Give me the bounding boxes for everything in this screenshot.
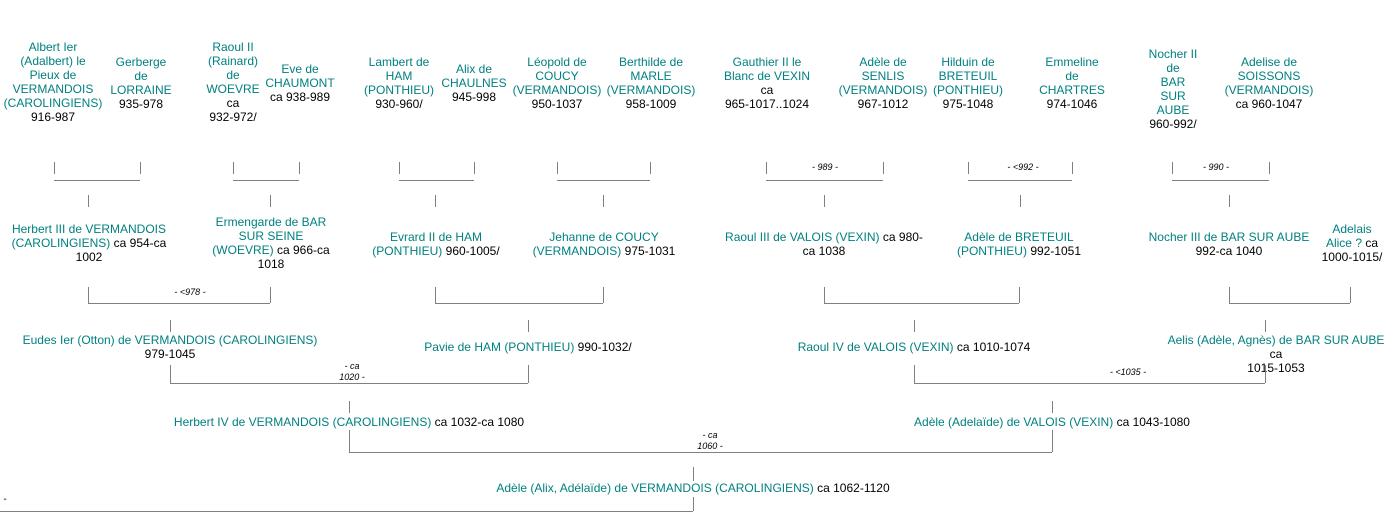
person-dates: 945-998 bbox=[451, 90, 497, 104]
connector-tick bbox=[270, 287, 271, 303]
person-name[interactable]: Emmeline bbox=[1045, 55, 1099, 69]
connector-tick bbox=[1350, 287, 1351, 303]
person-name[interactable]: CHAULNES bbox=[441, 76, 507, 90]
person-name[interactable]: HAM bbox=[385, 69, 413, 83]
connector-tick bbox=[88, 287, 89, 303]
person-adelais[interactable] bbox=[1314, 222, 1390, 264]
person-dates: ca 980- bbox=[882, 230, 923, 244]
union-line bbox=[824, 303, 1019, 304]
person-nocher-iii[interactable] bbox=[1140, 230, 1318, 258]
person-dates: 965-1017..1024 bbox=[724, 97, 810, 111]
person-name[interactable]: Aelis (Adèle, Agnès) de BAR SUR AUBE bbox=[1167, 333, 1385, 347]
person-dates: ca bbox=[1365, 236, 1379, 250]
person-raoul-iii[interactable] bbox=[722, 230, 926, 258]
person-name[interactable]: de bbox=[134, 69, 148, 83]
person-name[interactable]: WOEVRE bbox=[206, 82, 260, 96]
person-name[interactable]: LORRAINE bbox=[110, 83, 172, 97]
union-line bbox=[1172, 180, 1269, 181]
union-line bbox=[399, 180, 474, 181]
person-name[interactable]: Raoul III de VALOIS (VEXIN) bbox=[725, 230, 880, 244]
person-name[interactable]: Hilduin de bbox=[941, 55, 995, 69]
person-name[interactable]: Blanc de VEXIN bbox=[723, 69, 811, 83]
person-dates: 992-ca 1040 bbox=[1195, 244, 1263, 258]
person-name[interactable]: Léopold de bbox=[527, 55, 587, 69]
person-adele-valois[interactable] bbox=[900, 415, 1204, 429]
connector-tick bbox=[603, 287, 604, 303]
person-dates: 950-1037 bbox=[531, 97, 583, 111]
person-name[interactable]: BRETEUIL bbox=[938, 69, 998, 83]
person-dates: ca 1038 bbox=[802, 244, 846, 258]
person-name[interactable]: CHARTRES bbox=[1039, 83, 1105, 97]
person-alix[interactable] bbox=[438, 62, 510, 104]
person-name[interactable]: (VERMANDOIS) bbox=[532, 244, 622, 258]
connector-tick bbox=[170, 365, 171, 383]
person-eudes-ier[interactable] bbox=[10, 333, 330, 361]
person-name[interactable]: SOISSONS bbox=[1237, 69, 1301, 83]
person-dates: ca 960-1047 bbox=[1235, 97, 1303, 111]
connector-tick bbox=[1072, 162, 1073, 174]
descent-line bbox=[435, 195, 436, 207]
connector-tick bbox=[650, 162, 651, 174]
person-name[interactable]: Evrard II de HAM bbox=[389, 230, 483, 244]
descent-line bbox=[603, 195, 604, 207]
marriage-date: - 990 - bbox=[1190, 162, 1242, 173]
union-line bbox=[766, 180, 883, 181]
person-dates: 916-987 bbox=[30, 110, 76, 124]
person-dates: 967-1012 bbox=[857, 97, 909, 111]
connector-tick bbox=[1052, 430, 1053, 452]
connector-tick bbox=[299, 162, 300, 174]
person-dates: 1000-1015/ bbox=[1321, 250, 1383, 264]
person-name[interactable]: Adèle de bbox=[859, 55, 907, 69]
person-name[interactable]: de bbox=[1065, 69, 1079, 83]
person-herbert-iv[interactable] bbox=[160, 415, 538, 429]
person-dates: ca bbox=[226, 96, 240, 110]
person-name[interactable]: Adèle de BRETEUIL bbox=[964, 230, 1074, 244]
person-albert-ier[interactable] bbox=[0, 40, 106, 124]
person-name[interactable]: Adelais bbox=[1332, 222, 1372, 236]
descent-line bbox=[270, 195, 271, 207]
person-dates: ca 1010-1074 bbox=[956, 340, 1031, 354]
person-pavie[interactable] bbox=[408, 340, 648, 354]
person-name[interactable]: Lambert de bbox=[368, 55, 430, 69]
person-dates: ca 1062-1120 bbox=[817, 481, 890, 495]
connector-tick bbox=[557, 162, 558, 174]
person-dates: 930-960/ bbox=[375, 97, 423, 111]
marriage-date: - 989 - bbox=[795, 162, 855, 173]
person-name[interactable]: AUBE bbox=[1156, 103, 1190, 117]
descent-line bbox=[1020, 195, 1021, 207]
person-dates: 958-1009 bbox=[625, 97, 677, 111]
person-name[interactable]: Jehanne de COUCY bbox=[549, 230, 659, 244]
union-line bbox=[88, 303, 270, 304]
person-name[interactable]: Raoul IV de VALOIS (VEXIN) bbox=[797, 340, 954, 354]
person-name[interactable]: SUR SEINE bbox=[238, 229, 304, 243]
descent-line bbox=[914, 320, 915, 332]
person-adele-senlis[interactable] bbox=[836, 55, 930, 111]
connector-tick bbox=[435, 287, 436, 303]
marriage-date: - <992 - bbox=[993, 162, 1053, 173]
marriage-date-line: 1060 - bbox=[697, 441, 723, 451]
person-dates: 1015-1053 bbox=[1247, 361, 1305, 375]
connector-tick bbox=[883, 162, 884, 174]
person-name[interactable]: (CAROLINGIENS) bbox=[3, 96, 103, 110]
person-aelis[interactable] bbox=[1166, 333, 1386, 375]
person-name[interactable]: Gerberge bbox=[115, 55, 167, 69]
person-name[interactable]: (VERMANDOIS) bbox=[512, 83, 602, 97]
person-hilduin[interactable] bbox=[928, 55, 1008, 111]
person-dates: ca 966-ca bbox=[276, 243, 330, 257]
person-gauthier-ii[interactable] bbox=[716, 55, 818, 111]
person-name[interactable]: (PONTHIEU) bbox=[364, 83, 434, 97]
descent-line bbox=[693, 467, 694, 481]
bottom-line bbox=[0, 511, 693, 512]
union-line bbox=[435, 303, 603, 304]
union-line bbox=[170, 383, 528, 384]
person-gerberge[interactable] bbox=[106, 55, 176, 111]
person-leopold[interactable] bbox=[510, 55, 604, 111]
person-eve[interactable] bbox=[262, 62, 338, 104]
person-dates: 960-992/ bbox=[1149, 117, 1197, 131]
person-name[interactable]: (PONTHIEU) bbox=[372, 244, 443, 258]
union-line bbox=[54, 180, 140, 181]
person-lambert[interactable] bbox=[360, 55, 438, 111]
connector-tick bbox=[474, 162, 475, 174]
person-name[interactable]: (VERMANDOIS) bbox=[606, 83, 696, 97]
person-emmeline[interactable] bbox=[1030, 55, 1114, 111]
connector-tick bbox=[54, 162, 55, 174]
person-dates: 935-978 bbox=[118, 97, 164, 111]
person-jehanne[interactable] bbox=[522, 230, 686, 258]
person-dates: 992-1051 bbox=[1030, 244, 1082, 258]
descent-line bbox=[88, 195, 89, 207]
person-name[interactable]: MARLE bbox=[630, 69, 672, 83]
person-name[interactable]: Alice ? bbox=[1325, 236, 1362, 250]
connector-tick bbox=[528, 365, 529, 383]
person-name[interactable]: Raoul II bbox=[212, 40, 254, 54]
person-dates: 932-972/ bbox=[209, 110, 257, 124]
person-name[interactable]: CHAUMONT bbox=[265, 76, 335, 90]
marriage-date bbox=[680, 430, 740, 452]
connector-tick bbox=[1019, 287, 1020, 303]
descent-line bbox=[1052, 401, 1053, 413]
connector-tick bbox=[1269, 162, 1270, 174]
person-name[interactable]: (PONTHIEU) bbox=[933, 83, 1003, 97]
descent-line bbox=[1229, 195, 1230, 207]
person-name[interactable]: (CAROLINGIENS) bbox=[11, 236, 111, 250]
person-dates: ca bbox=[1269, 347, 1283, 361]
person-name[interactable]: Albert Ier bbox=[28, 40, 78, 54]
person-name[interactable]: SUR bbox=[1160, 89, 1186, 103]
person-name[interactable]: BAR bbox=[1160, 75, 1186, 89]
person-dates: 1018 bbox=[257, 257, 285, 271]
connector-tick bbox=[1229, 287, 1230, 303]
union-line bbox=[557, 180, 650, 181]
person-name[interactable]: Eudes Ier (Otton) de VERMANDOIS (CAROLINGIENS) bbox=[22, 333, 318, 347]
person-name[interactable]: Pavie de HAM (PONTHIEU) bbox=[424, 340, 575, 354]
marriage-date-line: 1020 - bbox=[339, 372, 365, 382]
person-name[interactable]: Adèle (Alix, Adélaïde) de VERMANDOIS (CAROLINGIENS) bbox=[496, 481, 814, 495]
connector-tick bbox=[140, 162, 141, 174]
person-name[interactable]: (WOEVRE) bbox=[212, 243, 274, 257]
marriage-date-line: - ca bbox=[702, 430, 718, 440]
person-name[interactable]: Berthilde de bbox=[618, 55, 684, 69]
person-dates: 990-1032/ bbox=[577, 340, 632, 354]
union-line bbox=[968, 180, 1072, 181]
person-name[interactable]: Adelise de bbox=[1240, 55, 1298, 69]
connector-tick bbox=[233, 162, 234, 174]
union-line bbox=[1229, 303, 1350, 304]
person-dates: ca 1043-1080 bbox=[1116, 415, 1190, 429]
connector-tick bbox=[824, 287, 825, 303]
person-name[interactable]: SENLIS bbox=[861, 69, 905, 83]
person-adele-vermandois[interactable] bbox=[470, 481, 916, 495]
connector-tick bbox=[1265, 365, 1266, 383]
marriage-date: - <1035 - bbox=[1096, 367, 1160, 378]
descent-line bbox=[528, 320, 529, 332]
person-adele-breteuil[interactable] bbox=[946, 230, 1092, 258]
person-dates: 975-1031 bbox=[624, 244, 676, 258]
connector-tick bbox=[1172, 162, 1173, 174]
union-line bbox=[349, 452, 1052, 453]
connector-tick bbox=[968, 162, 969, 174]
descent-line bbox=[824, 195, 825, 207]
connector-tick bbox=[766, 162, 767, 174]
person-name[interactable]: (VERMANDOIS) bbox=[1224, 83, 1314, 97]
person-dates: 1002 bbox=[75, 250, 103, 264]
person-name[interactable]: (Rainard) bbox=[207, 54, 258, 68]
person-berthilde[interactable] bbox=[604, 55, 698, 111]
person-name[interactable]: Herbert IV de VERMANDOIS (CAROLINGIENS) bbox=[173, 415, 432, 429]
edge-mark: - bbox=[3, 494, 7, 505]
person-dates: 960-1005/ bbox=[445, 244, 500, 258]
person-ermengarde[interactable] bbox=[205, 215, 337, 271]
connector-tick bbox=[349, 430, 350, 452]
person-dates: ca 938-989 bbox=[269, 90, 331, 104]
person-name[interactable]: Gauthier II le bbox=[732, 55, 802, 69]
person-name[interactable]: Ermengarde de BAR bbox=[215, 215, 327, 229]
connector-tick bbox=[399, 162, 400, 174]
person-evrard-ii[interactable] bbox=[358, 230, 514, 258]
person-dates: 975-1048 bbox=[942, 97, 994, 111]
person-herbert-iii[interactable] bbox=[4, 222, 174, 264]
union-line bbox=[233, 180, 299, 181]
descent-line bbox=[349, 401, 350, 413]
person-name[interactable]: de bbox=[1166, 61, 1180, 75]
person-name[interactable]: VERMANDOIS bbox=[12, 82, 94, 96]
person-name[interactable]: Nocher II bbox=[1148, 47, 1198, 61]
descent-line bbox=[170, 320, 171, 332]
person-name[interactable]: Adèle (Adelaïde) de VALOIS (VEXIN) bbox=[914, 415, 1114, 429]
connector-tick bbox=[914, 365, 915, 383]
person-name[interactable]: Eve de bbox=[281, 62, 319, 76]
marriage-date: - <978 - bbox=[158, 287, 222, 298]
marriage-date-line: - ca bbox=[344, 361, 360, 371]
person-name[interactable]: Alix de bbox=[455, 62, 493, 76]
person-dates: 974-1046 bbox=[1046, 97, 1098, 111]
person-name[interactable]: Nocher III de BAR SUR AUBE bbox=[1148, 230, 1310, 244]
person-dates: ca bbox=[760, 83, 774, 97]
person-name[interactable]: de bbox=[226, 68, 240, 82]
person-dates: ca 954-ca bbox=[113, 236, 167, 250]
person-name[interactable]: COUCY bbox=[535, 69, 579, 83]
descent-line bbox=[1265, 320, 1266, 332]
person-raoul-iv[interactable] bbox=[780, 340, 1048, 354]
person-dates: ca 1032-ca 1080 bbox=[434, 415, 525, 429]
person-nocher-ii[interactable] bbox=[1138, 47, 1208, 131]
union-line bbox=[914, 383, 1265, 384]
person-name[interactable]: Herbert III de VERMANDOIS bbox=[11, 222, 167, 236]
marriage-date bbox=[322, 361, 382, 383]
person-name[interactable]: (PONTHIEU) bbox=[956, 244, 1027, 258]
descent-line bbox=[693, 497, 694, 511]
person-raoul-ii[interactable] bbox=[200, 40, 266, 124]
person-dates: 979-1045 bbox=[144, 347, 196, 361]
person-name[interactable]: (VERMANDOIS) bbox=[838, 83, 928, 97]
person-name[interactable]: Pieux de bbox=[29, 68, 77, 82]
person-adelise[interactable] bbox=[1220, 55, 1318, 111]
person-name[interactable]: (Adalbert) le bbox=[20, 54, 86, 68]
